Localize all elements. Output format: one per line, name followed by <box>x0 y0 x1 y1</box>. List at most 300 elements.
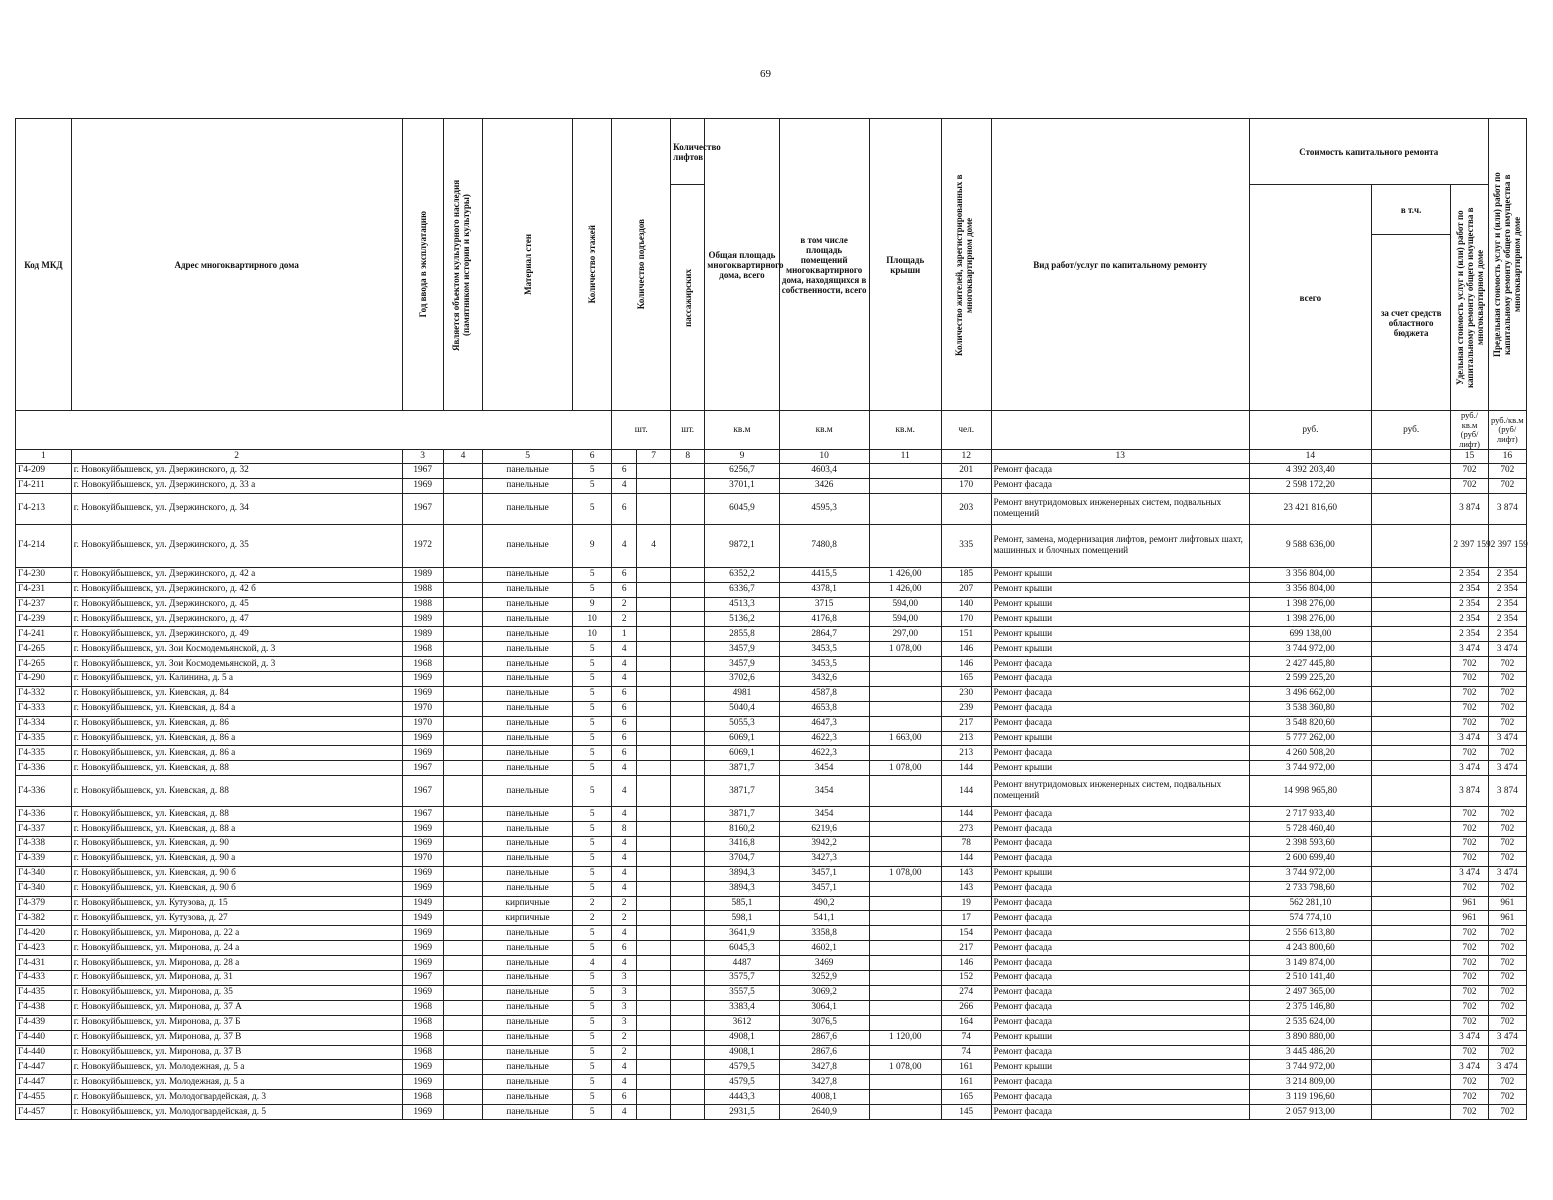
cell-entrances: 4 <box>612 1105 637 1120</box>
cell-work-type: Ремонт крыши <box>991 1030 1249 1045</box>
unit-15: руб./кв.м (руб/лифт) <box>1451 411 1488 450</box>
cell-entrances: 2 <box>612 896 637 911</box>
cell-roof-area <box>869 672 941 687</box>
cell-residents: 161 <box>941 1060 991 1075</box>
cell-year: 1967 <box>402 493 443 524</box>
cell-cost-regional <box>1371 926 1451 941</box>
cell-lifts-pass <box>637 597 671 612</box>
table-row <box>16 881 1527 896</box>
cell-roof-area: 1 663,00 <box>869 731 941 746</box>
cell-roof-area <box>869 1000 941 1015</box>
cell-residents: 146 <box>941 956 991 971</box>
cell-max-cost: 2 354 <box>1488 612 1526 627</box>
cell-code: Г4-335 <box>16 731 72 746</box>
cell-floors: 5 <box>573 731 612 746</box>
cell-floors: 5 <box>573 866 612 881</box>
cell-area-owned: 3454 <box>779 776 869 807</box>
cell-area-owned: 3457,1 <box>779 866 869 881</box>
cell-wall: панельные <box>483 597 573 612</box>
cell-cost-total: 2 556 613,80 <box>1249 926 1371 941</box>
column-number: 15 <box>1451 450 1488 464</box>
cell-unit-cost: 2 354 <box>1451 567 1488 582</box>
cell-max-cost: 3 874 <box>1488 776 1526 807</box>
cell-residents: 74 <box>941 1030 991 1045</box>
cell-area-owned: 4176,8 <box>779 612 869 627</box>
cell-floors: 5 <box>573 837 612 852</box>
cell-residents: 144 <box>941 807 991 822</box>
cell-area-owned: 3427,3 <box>779 851 869 866</box>
cell-area-total: 6045,9 <box>705 493 779 524</box>
cell-floors: 5 <box>573 746 612 761</box>
cell-entrances: 3 <box>612 1015 637 1030</box>
cell-floors: 5 <box>573 642 612 657</box>
cell-area-total: 3575,7 <box>705 971 779 986</box>
cell-area-owned: 3427,8 <box>779 1075 869 1090</box>
cell-floors: 5 <box>573 926 612 941</box>
cell-year: 1969 <box>402 866 443 881</box>
cell-work-type: Ремонт фасада <box>991 956 1249 971</box>
cell-unit-cost: 702 <box>1451 1045 1488 1060</box>
cell-work-type: Ремонт крыши <box>991 1060 1249 1075</box>
header-cost-regional: за счет средств областного бюджета <box>1371 235 1451 411</box>
cell-max-cost: 702 <box>1488 807 1526 822</box>
cell-roof-area: 1 426,00 <box>869 582 941 597</box>
cell-lifts-pass <box>637 956 671 971</box>
cell-area-total: 4981 <box>705 686 779 701</box>
table-row <box>16 761 1527 776</box>
cell-residents: 144 <box>941 851 991 866</box>
cell-unit-cost: 702 <box>1451 926 1488 941</box>
cell-residents: 152 <box>941 971 991 986</box>
unit-sqm-2: кв.м <box>779 411 869 450</box>
cell-cost-total: 3 496 662,00 <box>1249 686 1371 701</box>
cell-floors: 5 <box>573 985 612 1000</box>
cell-floors: 5 <box>573 851 612 866</box>
header-work-type: Вид работ/услуг по капитальному ремонту <box>991 119 1249 411</box>
cell-floors: 5 <box>573 807 612 822</box>
cell-address: г. Новокуйбышевск, ул. Миронова, д. 37 В <box>71 1030 402 1045</box>
cell-lifts-pass <box>637 941 671 956</box>
cell-year: 1969 <box>402 926 443 941</box>
cell-code: Г4-457 <box>16 1105 72 1120</box>
cell-roof-area <box>869 1105 941 1120</box>
cell-address: г. Новокуйбышевск, ул. Молодежная, д. 5 а <box>71 1060 402 1075</box>
cell-lifts-pass <box>637 582 671 597</box>
cell-code: Г4-213 <box>16 493 72 524</box>
cell-year: 1969 <box>402 478 443 493</box>
cell-cost-total: 2 599 225,20 <box>1249 672 1371 687</box>
cell-area-owned: 4595,3 <box>779 493 869 524</box>
cell-heritage <box>443 478 482 493</box>
cell-cost-regional <box>1371 464 1451 479</box>
cell-max-cost: 702 <box>1488 1090 1526 1105</box>
cell-lifts-cargo <box>671 941 705 956</box>
cell-entrances: 8 <box>612 822 637 837</box>
cell-residents: 144 <box>941 761 991 776</box>
cell-lifts-pass <box>637 926 671 941</box>
cell-wall: панельные <box>483 985 573 1000</box>
cell-lifts-pass <box>637 881 671 896</box>
cell-unit-cost: 702 <box>1451 956 1488 971</box>
cell-cost-regional <box>1371 971 1451 986</box>
cell-work-type: Ремонт фасада <box>991 1075 1249 1090</box>
cell-residents: 230 <box>941 686 991 701</box>
cell-year: 1969 <box>402 941 443 956</box>
cell-wall: панельные <box>483 686 573 701</box>
cell-entrances: 4 <box>612 478 637 493</box>
header-cost-group: Стоимость капитального ремонта <box>1249 119 1488 185</box>
cell-area-owned: 4653,8 <box>779 701 869 716</box>
cell-floors: 5 <box>573 478 612 493</box>
cell-residents: 213 <box>941 746 991 761</box>
column-number <box>612 450 637 464</box>
cell-cost-regional <box>1371 731 1451 746</box>
column-number: 10 <box>779 450 869 464</box>
cell-lifts-cargo <box>671 1045 705 1060</box>
cell-wall: панельные <box>483 1105 573 1120</box>
cell-wall: панельные <box>483 837 573 852</box>
cell-unit-cost: 3 874 <box>1451 776 1488 807</box>
cell-cost-regional <box>1371 911 1451 926</box>
header-max-cost: Предельная стоимость услуг и (или) работ по капитальному ремонту общего имущества в многоквартирном доме <box>1488 119 1526 411</box>
cell-lifts-pass <box>637 837 671 852</box>
cell-code: Г4-333 <box>16 701 72 716</box>
cell-entrances: 4 <box>612 642 637 657</box>
cell-lifts-cargo <box>671 837 705 852</box>
cell-lifts-cargo <box>671 731 705 746</box>
cell-work-type: Ремонт фасада <box>991 926 1249 941</box>
cell-residents: 146 <box>941 657 991 672</box>
header-lifts-pass: пассажирских <box>671 185 705 411</box>
column-number: 9 <box>705 450 779 464</box>
cell-roof-area <box>869 837 941 852</box>
cell-floors: 5 <box>573 567 612 582</box>
table-row <box>16 524 1527 567</box>
cell-roof-area <box>869 1090 941 1105</box>
cell-year: 1969 <box>402 956 443 971</box>
cell-lifts-cargo <box>671 851 705 866</box>
cell-work-type: Ремонт фасада <box>991 716 1249 731</box>
cell-address: г. Новокуйбышевск, ул. Дзержинского, д. 47 <box>71 612 402 627</box>
cell-residents: 161 <box>941 1075 991 1090</box>
cell-cost-regional <box>1371 1000 1451 1015</box>
cell-cost-regional <box>1371 716 1451 731</box>
cell-lifts-pass <box>637 731 671 746</box>
cell-area-total: 3641,9 <box>705 926 779 941</box>
cell-code: Г4-440 <box>16 1045 72 1060</box>
cell-code: Г4-423 <box>16 941 72 956</box>
cell-residents: 146 <box>941 642 991 657</box>
cell-max-cost: 702 <box>1488 837 1526 852</box>
cell-max-cost: 702 <box>1488 851 1526 866</box>
cell-area-owned: 3469 <box>779 956 869 971</box>
cell-lifts-cargo <box>671 464 705 479</box>
cell-work-type: Ремонт внутридомовых инженерных систем, подвальных помещений <box>991 493 1249 524</box>
cell-wall: панельные <box>483 567 573 582</box>
cell-cost-total: 562 281,10 <box>1249 896 1371 911</box>
cell-heritage <box>443 1030 482 1045</box>
cell-address: г. Новокуйбышевск, ул. Дзержинского, д. 34 <box>71 493 402 524</box>
cell-year: 1989 <box>402 567 443 582</box>
cell-work-type: Ремонт фасада <box>991 822 1249 837</box>
cell-roof-area <box>869 941 941 956</box>
cell-area-owned: 3069,2 <box>779 985 869 1000</box>
column-number: 16 <box>1488 450 1526 464</box>
cell-unit-cost: 702 <box>1451 1000 1488 1015</box>
cell-entrances: 1 <box>612 627 637 642</box>
header-heritage: Является объектом культурного наследия (памятником истории и культуры) <box>443 119 482 411</box>
cell-cost-total: 1 398 276,00 <box>1249 612 1371 627</box>
cell-residents: 140 <box>941 597 991 612</box>
table-row <box>16 837 1527 852</box>
cell-code: Г4-332 <box>16 686 72 701</box>
cell-unit-cost: 3 474 <box>1451 1030 1488 1045</box>
cell-area-total: 8160,2 <box>705 822 779 837</box>
cell-lifts-pass <box>637 1045 671 1060</box>
cell-entrances: 6 <box>612 731 637 746</box>
cell-code: Г4-335 <box>16 746 72 761</box>
cell-area-total: 4579,5 <box>705 1075 779 1090</box>
table-row <box>16 686 1527 701</box>
cell-unit-cost: 2 354 <box>1451 597 1488 612</box>
cell-heritage <box>443 985 482 1000</box>
cell-lifts-pass <box>637 896 671 911</box>
column-number: 5 <box>483 450 573 464</box>
cell-roof-area <box>869 971 941 986</box>
cell-cost-regional <box>1371 881 1451 896</box>
cell-code: Г4-237 <box>16 597 72 612</box>
header-residents: Количество жителей, зарегистрированных в многоквартирном доме <box>941 119 991 411</box>
cell-cost-total: 2 427 445,80 <box>1249 657 1371 672</box>
cell-lifts-pass <box>637 464 671 479</box>
cell-area-total: 3701,1 <box>705 478 779 493</box>
cell-address: г. Новокуйбышевск, ул. Молодогвардейская, д. 3 <box>71 1090 402 1105</box>
cell-max-cost: 702 <box>1488 1075 1526 1090</box>
header-year: Год ввода в эксплуатацию <box>402 119 443 411</box>
cell-address: г. Новокуйбышевск, ул. Миронова, д. 24 а <box>71 941 402 956</box>
cell-max-cost: 3 474 <box>1488 866 1526 881</box>
cell-roof-area <box>869 807 941 822</box>
cell-year: 1969 <box>402 686 443 701</box>
cell-cost-total: 3 890 880,00 <box>1249 1030 1371 1045</box>
cell-cost-total: 2 535 624,00 <box>1249 1015 1371 1030</box>
cell-max-cost: 961 <box>1488 911 1526 926</box>
cell-lifts-pass <box>637 1015 671 1030</box>
cell-cost-total: 574 774,10 <box>1249 911 1371 926</box>
cell-lifts-cargo <box>671 672 705 687</box>
cell-residents: 143 <box>941 866 991 881</box>
cell-area-owned: 4415,5 <box>779 567 869 582</box>
cell-cost-regional <box>1371 851 1451 866</box>
cell-residents: 74 <box>941 1045 991 1060</box>
cell-entrances: 6 <box>612 746 637 761</box>
cell-max-cost: 702 <box>1488 716 1526 731</box>
cell-area-total: 3457,9 <box>705 642 779 657</box>
cell-lifts-cargo <box>671 881 705 896</box>
cell-residents: 164 <box>941 1015 991 1030</box>
cell-max-cost: 702 <box>1488 672 1526 687</box>
cell-cost-regional <box>1371 776 1451 807</box>
cell-cost-regional <box>1371 941 1451 956</box>
cell-unit-cost: 702 <box>1451 701 1488 716</box>
cell-address: г. Новокуйбышевск, ул. Миронова, д. 37 В <box>71 1045 402 1060</box>
cell-residents: 17 <box>941 911 991 926</box>
cell-unit-cost: 3 474 <box>1451 761 1488 776</box>
cell-code: Г4-239 <box>16 612 72 627</box>
cell-unit-cost: 702 <box>1451 822 1488 837</box>
cell-address: г. Новокуйбышевск, ул. Дзержинского, д. 35 <box>71 524 402 567</box>
table-row <box>16 627 1527 642</box>
cell-cost-total: 2 600 699,40 <box>1249 851 1371 866</box>
cell-area-owned: 490,2 <box>779 896 869 911</box>
cell-area-owned: 541,1 <box>779 911 869 926</box>
cell-code: Г4-433 <box>16 971 72 986</box>
cell-code: Г4-265 <box>16 642 72 657</box>
table-row <box>16 1045 1527 1060</box>
cell-work-type: Ремонт крыши <box>991 642 1249 657</box>
cell-heritage <box>443 881 482 896</box>
cell-roof-area <box>869 1015 941 1030</box>
cell-max-cost: 702 <box>1488 701 1526 716</box>
header-code: Код МКД <box>16 119 72 411</box>
cell-cost-total: 699 138,00 <box>1249 627 1371 642</box>
cell-roof-area <box>869 1045 941 1060</box>
cell-area-total: 4579,5 <box>705 1060 779 1075</box>
cell-wall: панельные <box>483 642 573 657</box>
cell-cost-total: 3 214 809,00 <box>1249 1075 1371 1090</box>
cell-unit-cost: 3 474 <box>1451 866 1488 881</box>
cell-cost-regional <box>1371 657 1451 672</box>
cell-cost-total: 3 744 972,00 <box>1249 642 1371 657</box>
cell-code: Г4-447 <box>16 1060 72 1075</box>
cell-floors: 5 <box>573 672 612 687</box>
cell-lifts-pass <box>637 1075 671 1090</box>
cell-lifts-pass <box>637 851 671 866</box>
cell-residents: 217 <box>941 941 991 956</box>
table-row <box>16 1090 1527 1105</box>
cell-heritage <box>443 776 482 807</box>
cell-wall: панельные <box>483 851 573 866</box>
cell-lifts-pass <box>637 567 671 582</box>
cell-work-type: Ремонт фасада <box>991 672 1249 687</box>
cell-code: Г4-337 <box>16 822 72 837</box>
cell-code: Г4-209 <box>16 464 72 479</box>
cell-code: Г4-340 <box>16 866 72 881</box>
cell-lifts-pass <box>637 672 671 687</box>
cell-roof-area <box>869 657 941 672</box>
cell-work-type: Ремонт фасада <box>991 837 1249 852</box>
cell-area-owned: 3715 <box>779 597 869 612</box>
cell-work-type: Ремонт, замена, модернизация лифтов, ремонт лифтовых шахт, машинных и блочных помещений <box>991 524 1249 567</box>
cell-lifts-cargo <box>671 822 705 837</box>
cell-entrances: 6 <box>612 567 637 582</box>
cell-wall: панельные <box>483 582 573 597</box>
cell-area-owned: 3064,1 <box>779 1000 869 1015</box>
cell-wall: панельные <box>483 701 573 716</box>
cell-address: г. Новокуйбышевск, ул. Миронова, д. 28 а <box>71 956 402 971</box>
cell-cost-regional <box>1371 1045 1451 1060</box>
cell-cost-total: 5 728 460,40 <box>1249 822 1371 837</box>
cell-work-type: Ремонт фасада <box>991 464 1249 479</box>
cell-lifts-pass <box>637 642 671 657</box>
unit-sqm-3: кв.м. <box>869 411 941 450</box>
cell-floors: 5 <box>573 1045 612 1060</box>
header-address: Адрес многоквартирного дома <box>71 119 402 411</box>
column-number: 14 <box>1249 450 1371 464</box>
cell-wall: панельные <box>483 866 573 881</box>
cell-cost-total: 4 260 508,20 <box>1249 746 1371 761</box>
cell-lifts-cargo <box>671 896 705 911</box>
table-row <box>16 642 1527 657</box>
cell-roof-area <box>869 686 941 701</box>
unit-pcs-2: шт. <box>671 411 705 450</box>
cell-floors: 5 <box>573 761 612 776</box>
cell-wall: панельные <box>483 1000 573 1015</box>
cell-work-type: Ремонт фасада <box>991 896 1249 911</box>
cell-code: Г4-334 <box>16 716 72 731</box>
table-row <box>16 1015 1527 1030</box>
header-unit-cost: Удельная стоимость услуг и (или) работ по капитальному ремонту общего имущества в многоквартирном доме <box>1451 185 1488 411</box>
cell-code: Г4-438 <box>16 1000 72 1015</box>
cell-floors: 5 <box>573 1105 612 1120</box>
cell-max-cost: 702 <box>1488 464 1526 479</box>
cell-address: г. Новокуйбышевск, ул. Миронова, д. 37 Б <box>71 1015 402 1030</box>
cell-roof-area: 1 078,00 <box>869 1060 941 1075</box>
cell-residents: 165 <box>941 1090 991 1105</box>
cell-cost-total: 2 398 593,60 <box>1249 837 1371 852</box>
cell-residents: 154 <box>941 926 991 941</box>
cell-year: 1972 <box>402 524 443 567</box>
cell-area-total: 4513,3 <box>705 597 779 612</box>
cell-roof-area <box>869 926 941 941</box>
cell-lifts-pass <box>637 776 671 807</box>
cell-address: г. Новокуйбышевск, ул. Кутузова, д. 27 <box>71 911 402 926</box>
cell-work-type: Ремонт фасада <box>991 985 1249 1000</box>
cell-floors: 5 <box>573 1090 612 1105</box>
table-row <box>16 776 1527 807</box>
cell-entrances: 4 <box>612 1060 637 1075</box>
cell-year: 1949 <box>402 911 443 926</box>
cell-heritage <box>443 464 482 479</box>
cell-address: г. Новокуйбышевск, ул. Киевская, д. 88 а <box>71 822 402 837</box>
table-row <box>16 1105 1527 1120</box>
cell-residents: 144 <box>941 776 991 807</box>
cell-entrances: 4 <box>612 1075 637 1090</box>
cell-entrances: 4 <box>612 657 637 672</box>
cell-area-owned: 3453,5 <box>779 642 869 657</box>
cell-wall: панельные <box>483 971 573 986</box>
cell-max-cost: 702 <box>1488 985 1526 1000</box>
cell-max-cost: 702 <box>1488 657 1526 672</box>
cell-floors: 10 <box>573 627 612 642</box>
cell-roof-area <box>869 464 941 479</box>
cell-roof-area <box>869 746 941 761</box>
cell-cost-regional <box>1371 822 1451 837</box>
cell-code: Г4-214 <box>16 524 72 567</box>
cell-cost-total: 4 243 800,60 <box>1249 941 1371 956</box>
cell-cost-regional <box>1371 1075 1451 1090</box>
cell-code: Г4-435 <box>16 985 72 1000</box>
cell-entrances: 4 <box>612 866 637 881</box>
table-row <box>16 567 1527 582</box>
cell-lifts-pass <box>637 686 671 701</box>
cell-year: 1949 <box>402 896 443 911</box>
cell-floors: 5 <box>573 776 612 807</box>
cell-entrances: 2 <box>612 1045 637 1060</box>
cell-floors: 5 <box>573 1015 612 1030</box>
cell-area-total: 4487 <box>705 956 779 971</box>
table-row <box>16 822 1527 837</box>
